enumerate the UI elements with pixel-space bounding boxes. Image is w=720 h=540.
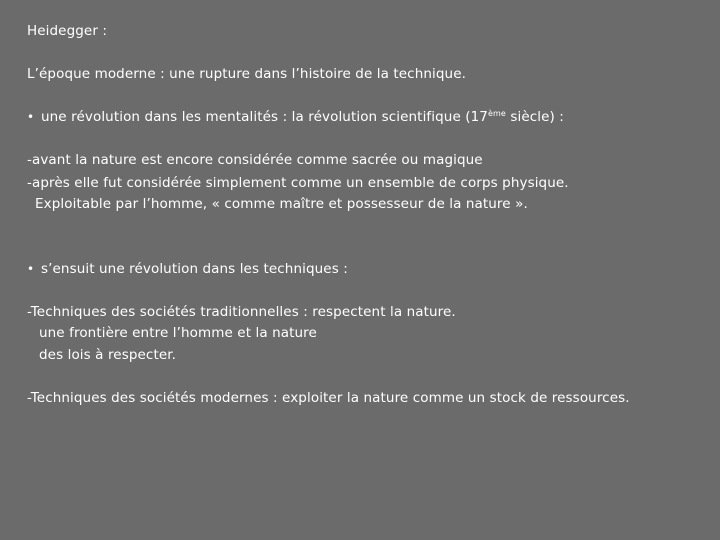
bullet-icon: •: [27, 262, 35, 276]
bullet1-text-before: une révolution dans les mentalités : la révolution scientifique (17: [41, 109, 488, 125]
text-line-modernes: -Techniques des sociétés modernes : exploiter la nature comme un stock de ressources.: [27, 390, 630, 406]
bullet-item-1: [27, 108, 564, 126]
bullet1-superscript: ème: [488, 109, 506, 118]
bullet2-text: s’ensuit une révolution dans les techniques :: [41, 261, 348, 277]
bullet-icon: •: [27, 110, 35, 124]
bullet1-text-after: siècle) :: [505, 109, 564, 125]
text-line-lois: des lois à respecter.: [39, 347, 177, 363]
text-line-avant: -avant la nature est encore considérée comme sacrée ou magique: [27, 152, 483, 168]
bullet-item-2: [27, 260, 348, 278]
author-title: Heidegger :: [27, 23, 108, 39]
text-line-traditionnelles: -Techniques des sociétés traditionnelles : respectent la nature.: [27, 304, 456, 320]
text-line-apres: -après elle fut considérée simplement comme un ensemble de corps physique.: [27, 175, 569, 191]
heading: L’époque moderne : une rupture dans l’histoire de la technique.: [27, 66, 466, 82]
text-line-exploitable: Exploitable par l’homme, « comme maître et possesseur de la nature ».: [35, 196, 528, 212]
text-line-frontiere: une frontière entre l’homme et la nature: [39, 325, 317, 341]
